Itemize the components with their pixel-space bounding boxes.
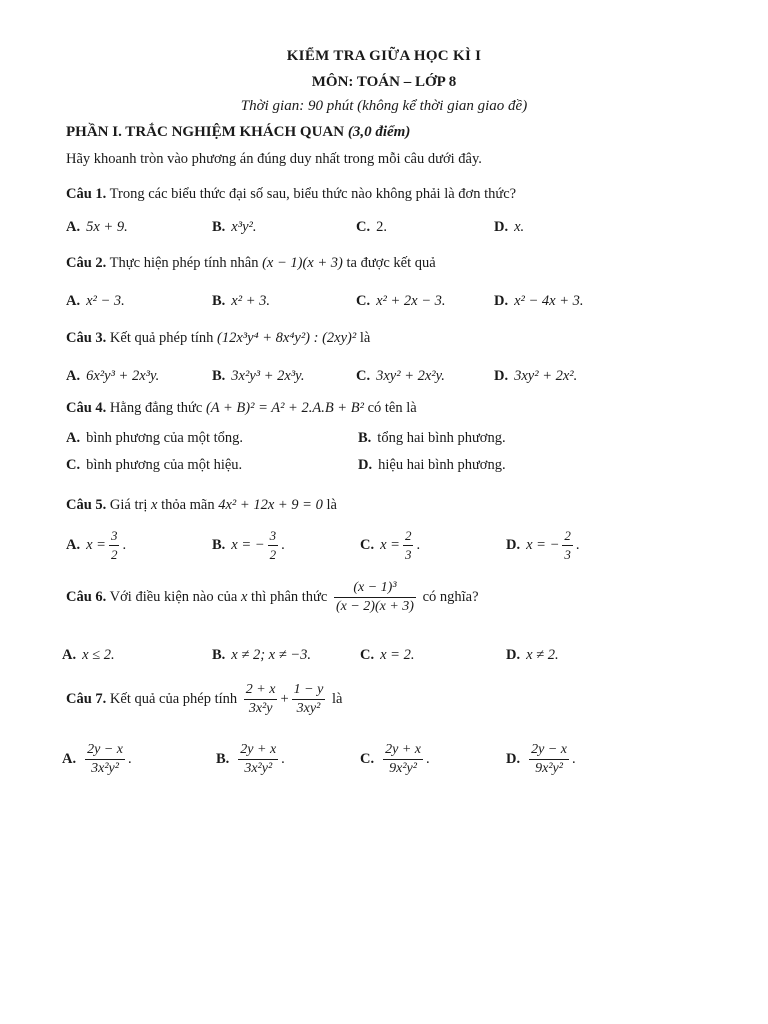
q5-option-b[interactable]: B. x = − $\frac{3}{2}$ . — [212, 528, 285, 562]
q5-option-d[interactable]: D. x = − $\frac{2}{3}$ . — [506, 528, 580, 562]
question-1 — [66, 186, 516, 203]
q4-option-c[interactable]: C. bình phương của một hiệu. — [66, 457, 243, 473]
section-heading — [66, 124, 410, 141]
q5-expression: 4x² + 12x + 9 = 0 — [218, 497, 323, 513]
q7-option-d[interactable]: D. $\frac{2y - x}{\text{9x²y²}}$ . — [506, 742, 576, 776]
question-5: Câu 5. Giá trị x thỏa mãn 4x² + 12x + 9 = 0 là — [66, 497, 337, 513]
q2-option-c[interactable]: C. x² + 2x − 3. — [356, 293, 446, 309]
q1-option-d[interactable]: D. x. — [494, 219, 525, 235]
q3-option-a[interactable]: A. 6x²y³ + 2x³y. — [66, 368, 160, 384]
question-label: Câu 1. — [66, 186, 107, 202]
question-7: Câu 7. Kết quả của phép tính $\frac{2 + x}{\text{3x²y}}$ + $\frac{1 - y}{\text{3xy²}}$ là — [66, 682, 343, 716]
q4-expression: (A + B)² = A² + 2.A.B + B² — [205, 400, 364, 416]
q1-option-a[interactable]: A. 5x + 9. — [66, 219, 128, 235]
section-instruction: Hãy khoanh tròn vào phương án đúng duy nhất trong mỗi câu dưới đây. — [66, 151, 482, 167]
q1-option-c[interactable]: C. 2. — [356, 219, 387, 235]
q3-option-b[interactable]: B. 3x²y³ + 2x³y. — [212, 368, 305, 384]
section-title: PHẦN I. TRẮC NGHIỆM KHÁCH QUAN — [66, 124, 345, 140]
section-points: (3,0 điểm) — [347, 124, 411, 140]
q6-option-c[interactable]: C. x = 2. — [360, 647, 415, 663]
q2-option-d[interactable]: D. x² − 4x + 3. — [494, 293, 584, 309]
q2-option-b[interactable]: B. x² + 3. — [212, 293, 270, 309]
q6-option-b[interactable]: B. x ≠ 2; x ≠ −3. — [212, 647, 311, 663]
q7-option-a[interactable]: A. $\frac{2y - x}{\text{3x²y²}}$ . — [62, 742, 132, 776]
q1-option-b[interactable]: B. x³y². — [212, 219, 257, 235]
q7-option-b[interactable]: B. $\frac{2y + x}{\text{3x²y²}}$ . — [216, 742, 285, 776]
q5-option-a[interactable]: A. x = $\frac{3}{2}$ . — [66, 528, 127, 562]
exam-title: KIỂM TRA GIỮA HỌC KÌ I — [286, 48, 482, 64]
q4-option-b[interactable]: B. tổng hai bình phương. — [358, 430, 506, 446]
q3-option-d[interactable]: D. 3xy² + 2x². — [494, 368, 578, 384]
q7-option-c[interactable]: C. $\frac{2y + x}{\text{9x²y²}}$ . — [360, 742, 430, 776]
q3-option-c[interactable]: C. 3xy² + 2x²y. — [356, 368, 445, 384]
question-6: Câu 6. Với điều kiện nào của x thì phân thức $\frac{\text{(x − 1)³}}{(x - 2)(x + 3)}$ có nghĩa? — [66, 580, 479, 614]
q7-fraction-1: $\frac{2 + x}{\text{3x²y}}$ — [245, 682, 276, 716]
q6-option-d[interactable]: D. x ≠ 2. — [506, 647, 559, 663]
q4-option-a[interactable]: A. bình phương của một tổng. — [66, 430, 243, 446]
exam-time: Thời gian: 90 phút (không kể thời gian giao đề) — [240, 98, 528, 114]
q2-expression: (x − 1)(x + 3) — [262, 255, 343, 271]
q4-option-d[interactable]: D. hiệu hai bình phương. — [358, 457, 506, 473]
question-3: Câu 3. Kết quả phép tính (12x³y⁴ + 8x⁴y²) : (2xy)² là — [66, 330, 371, 346]
q2-option-a[interactable]: A. x² − 3. — [66, 293, 125, 309]
q7-fraction-2: $\frac{1 - y}{\text{3xy²}}$ — [293, 682, 324, 716]
q6-option-a[interactable]: A. x ≤ 2. — [62, 647, 115, 663]
q5-option-c[interactable]: C. x = $\frac{2}{3}$ . — [360, 528, 421, 562]
q3-expression: (12x³y⁴ + 8x⁴y²) : (2xy)² — [217, 330, 357, 346]
question-4: Câu 4. Hằng đẳng thức (A + B)² = A² + 2.A.B + B² có tên là — [66, 400, 417, 416]
question-text: Trong các biểu thức đại số sau, biểu thức nào không phải là đơn thức? — [109, 186, 517, 202]
q6-fraction: $\frac{\text{(x − 1)³}}{(x - 2)(x + 3)}$ — [335, 580, 414, 614]
question-2: Câu 2. Thực hiện phép tính nhân (x − 1)(x + 3) ta được kết quả — [66, 255, 436, 271]
exam-subject: MÔN: TOÁN – LỚP 8 — [311, 74, 457, 90]
